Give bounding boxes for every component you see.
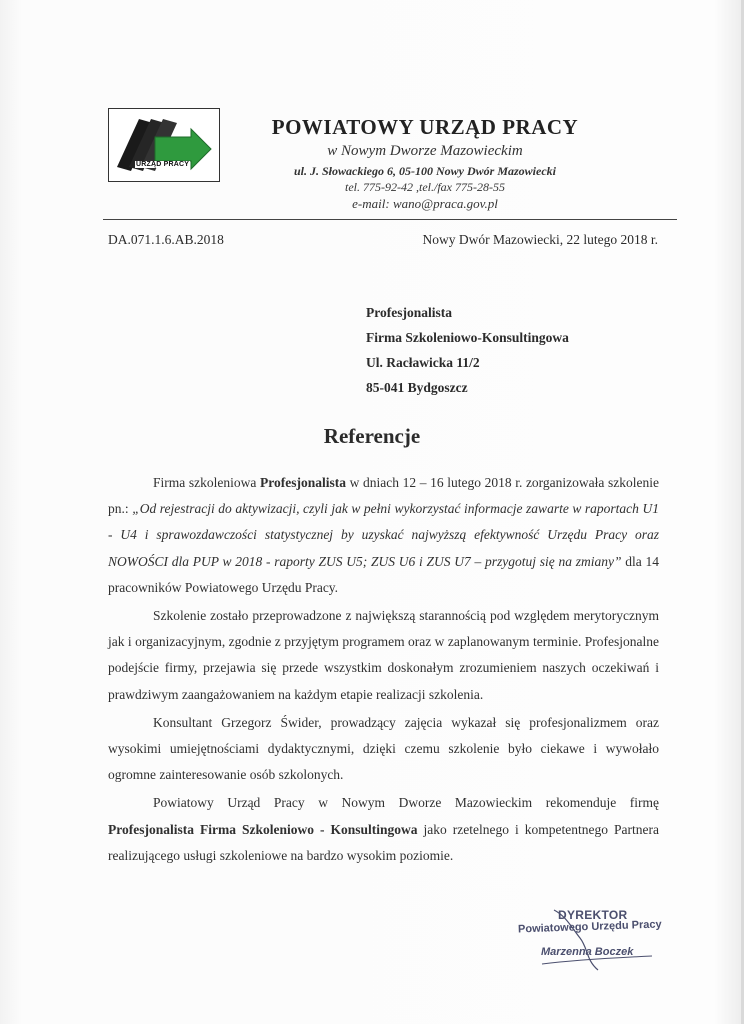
paragraph-1 xyxy=(108,470,659,601)
office-phone: tel. 775-92-42 ,tel./fax 775-28-55 xyxy=(345,180,505,194)
recipient-company: Firma Szkoleniowo-Konsultingowa xyxy=(366,330,569,345)
office-name: POWIATOWY URZĄD PRACY xyxy=(271,115,579,139)
company-name-bold: Profesjonalista xyxy=(259,475,346,490)
signatory-organization: Powiatowego Urzędu Pracy xyxy=(517,918,662,936)
reference-number: DA.071.1.6.AB.2018 xyxy=(108,232,224,247)
letterhead xyxy=(230,115,620,212)
document-title: Referencje xyxy=(323,424,421,448)
paragraph-1-text-a: Firma szkoleniowa xyxy=(153,475,260,490)
paragraph-1-text-e: dla 14 pracowników Powiatowego Urzędu Pracy. xyxy=(108,553,659,595)
logo-text: URZĄD PRACY xyxy=(136,161,190,168)
signatory-name: Marzenna Boczek xyxy=(541,946,634,958)
paragraph-3: Konsultant Grzegorz Świder, prowadzący zajęcia wykazał się profesjonalizmem oraz wysokimi umiejętnościami dydaktycznymi, dzięki czemu szkolenie było ciekawe i wywołało ogromne zainteresowanie osób szkolonych. xyxy=(108,714,659,783)
paragraph-1-text-c: w dniach 12 – 16 lutego 2018 r. zorganizowała szkolenie pn.: xyxy=(108,475,660,517)
recommended-company-bold: Profesjonalista Firma Szkoleniowo - Konsultingowa xyxy=(108,821,418,837)
signatory-title: DYREKTOR xyxy=(558,908,628,922)
office-logo xyxy=(108,108,220,182)
paragraph-2: Szkolenie zostało przeprowadzone z największą starannością pod względem merytorycznym jak i organizacyjnym, zgodnie z przyjętym programem oraz w zaplanowanym terminie. Profesjonalne podejście firmy, przejawia się przede wszystkim doskonałym zrozumieniem naszych oczekiwań i prawdziwym zaangażowaniem na każdym etapie realizacji szkolenia. xyxy=(108,608,659,702)
training-title: „Od rejestracji do aktywizacji, czyli jak w pełni wykorzystać informacje zawarte w raportach U1 - U4 i sprawozdawczości statystycznej by uzyskać najwyższą efektywność Urzędu Pracy oraz NOWOŚCI dla PUP w 2018 - raporty ZUS U5; ZUS U6 i ZUS U7 – przygotuj się na zmiany” xyxy=(108,501,659,569)
recipient-block xyxy=(366,305,569,405)
header-divider xyxy=(103,219,677,220)
recipient-street: Ul. Racławicka 11/2 xyxy=(366,355,480,370)
office-location: w Nowym Dworze Mazowieckim xyxy=(327,143,523,159)
paragraph-4-text-c: jako rzetelnego i kompetentnego Partnera realizującego usługi szkoleniowe na bardzo wysokim poziomie. xyxy=(108,821,659,863)
signature-stamp xyxy=(514,908,674,978)
recipient-name: Profesjonalista xyxy=(366,305,452,320)
office-address: ul. J. Słowackiego 6, 05-100 Nowy Dwór Mazowiecki xyxy=(293,164,556,178)
logo-graphic xyxy=(109,109,219,181)
paragraph-4-text-a: Powiatowy Urząd Pracy w Nowym Dworze Mazowieckim rekomenduje firmę xyxy=(153,795,659,811)
recipient-city: 85-041 Bydgoszcz xyxy=(366,380,468,395)
letter-body xyxy=(108,470,659,869)
paragraph-4 xyxy=(108,790,659,869)
letter-date: Nowy Dwór Mazowiecki, 22 lutego 2018 r. xyxy=(422,232,658,247)
office-email: e-mail: wano@praca.gov.pl xyxy=(352,196,498,211)
